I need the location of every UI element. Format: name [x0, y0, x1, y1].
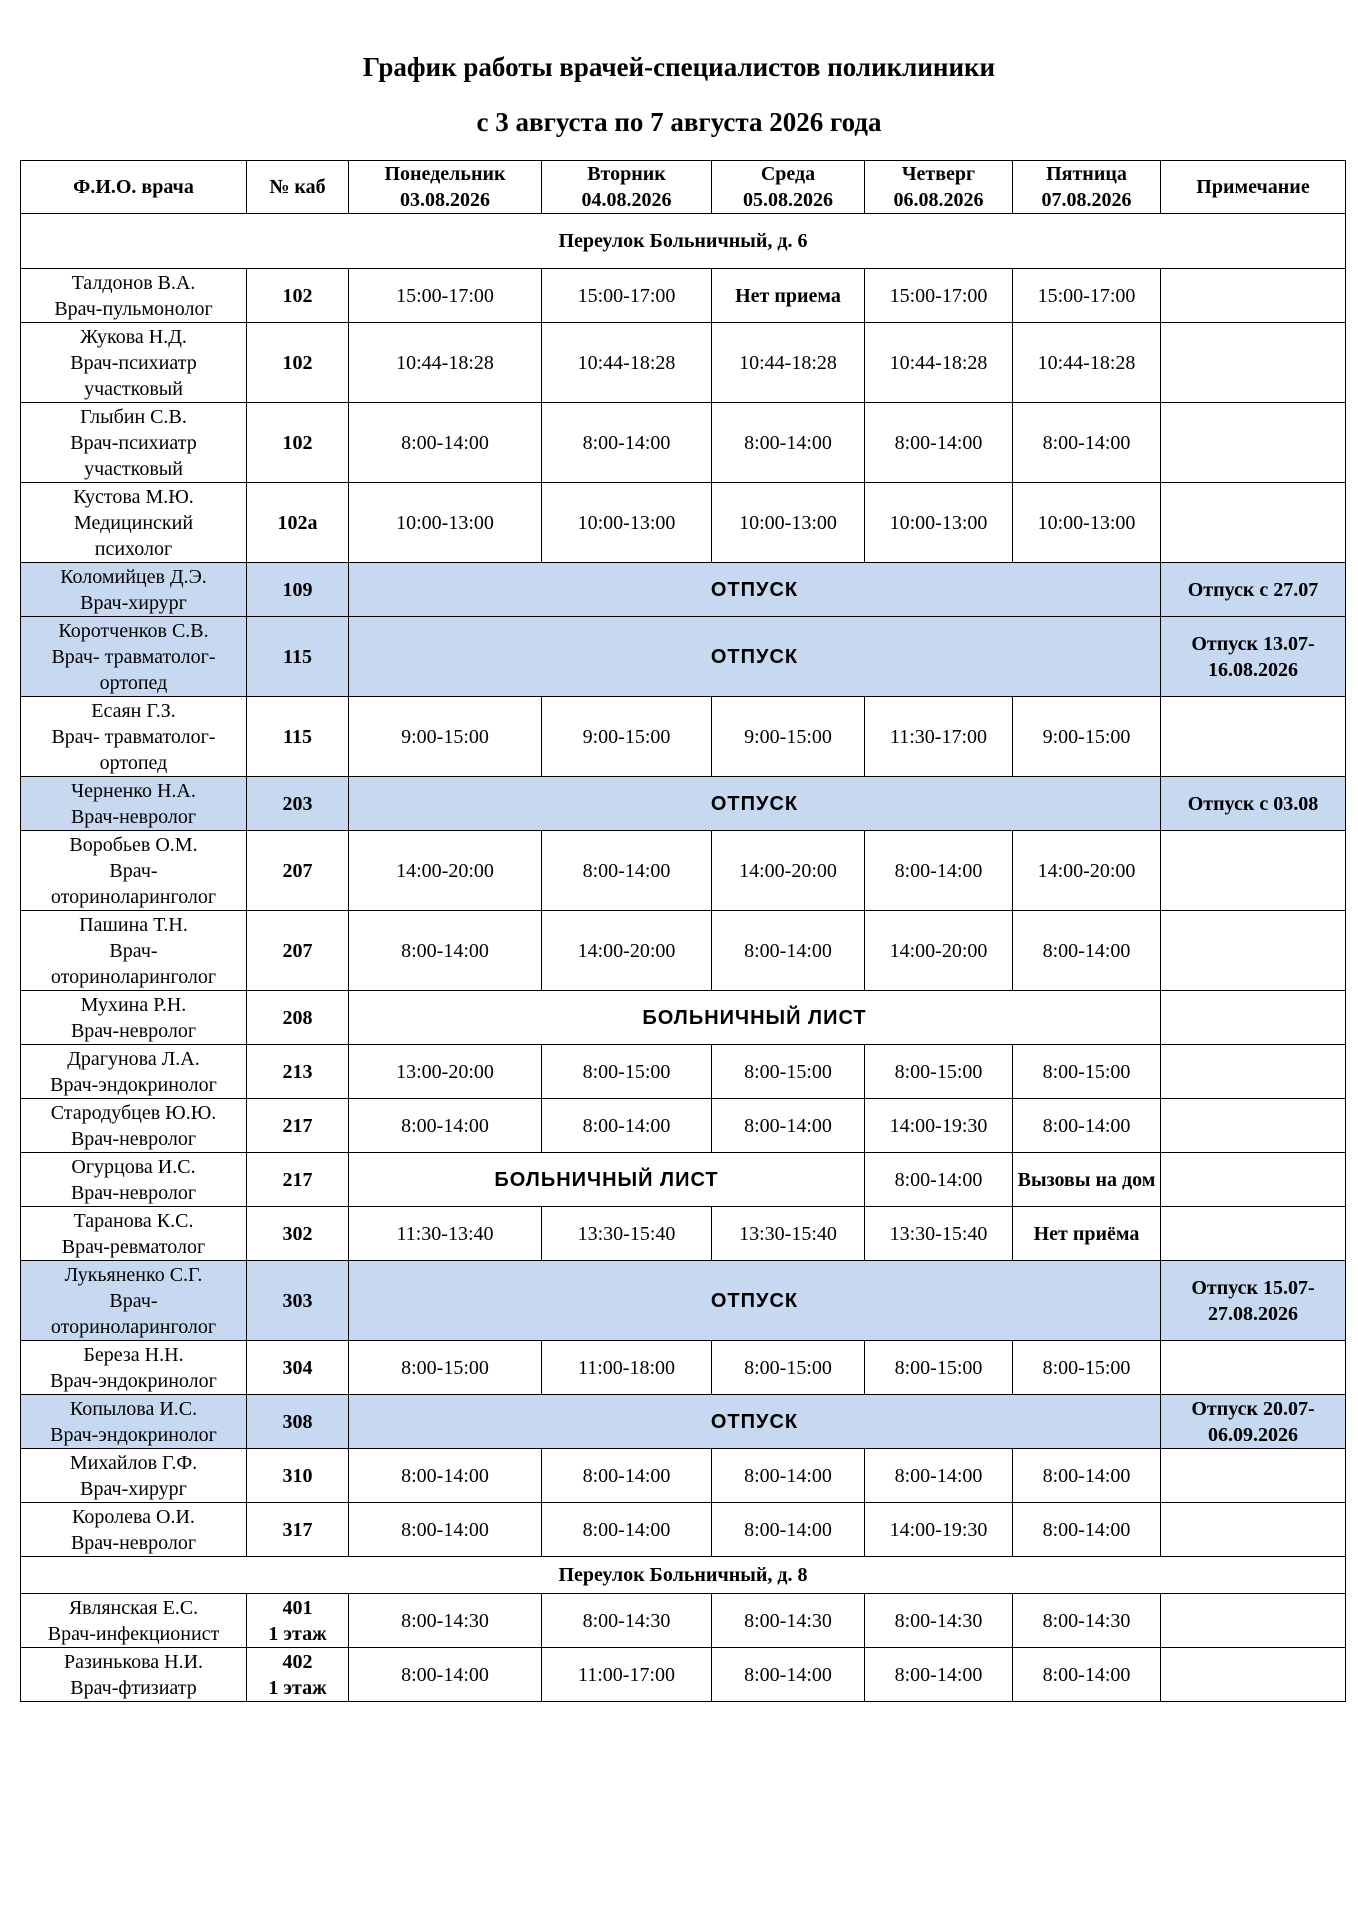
schedule-cell: 8:00-14:00 — [542, 831, 712, 911]
cabinet-number: 401 1 этаж — [247, 1594, 349, 1648]
schedule-cell: 8:00-14:00 — [1013, 1503, 1161, 1557]
doctor-name: Стародубцев Ю.Ю. Врач-невролог — [21, 1099, 247, 1153]
schedule-cell: 8:00-14:00 — [1013, 911, 1161, 991]
section-row — [21, 1557, 1346, 1594]
cabinet-number: 303 — [247, 1261, 349, 1341]
table-row — [21, 1449, 1346, 1503]
cabinet-number: 115 — [247, 697, 349, 777]
table-row — [21, 269, 1346, 323]
document-title: График работы врачей-специалистов поликлиники — [362, 52, 996, 82]
schedule-cell: 8:00-14:30 — [712, 1594, 865, 1648]
table-row — [21, 1207, 1346, 1261]
schedule-cell: 8:00-15:00 — [712, 1341, 865, 1395]
status-span: ОТПУСК — [349, 1395, 1161, 1449]
schedule-cell: 13:00-20:00 — [349, 1045, 542, 1099]
header-day: Пятница 07.08.2026 — [1013, 161, 1161, 214]
header-name: Ф.И.О. врача — [21, 161, 247, 214]
note-cell: Отпуск с 03.08 — [1161, 777, 1346, 831]
table-row — [21, 1261, 1346, 1341]
section-title: Переулок Больничный, д. 8 — [21, 1557, 1346, 1594]
schedule-cell: 8:00-14:00 — [542, 403, 712, 483]
schedule-cell: 15:00-17:00 — [1013, 269, 1161, 323]
doctor-name: Кустова М.Ю. Медицинский психолог — [21, 483, 247, 563]
note-cell — [1161, 1594, 1346, 1648]
section-title: Переулок Больничный, д. 6 — [21, 214, 1346, 269]
schedule-cell: 8:00-14:00 — [542, 1449, 712, 1503]
doctor-name: Пашина Т.Н. Врач- оториноларинголог — [21, 911, 247, 991]
doctor-name: Глыбин С.В. Врач-психиатр участковый — [21, 403, 247, 483]
schedule-cell: 8:00-14:30 — [349, 1594, 542, 1648]
note-cell: Отпуск 13.07-16.08.2026 — [1161, 617, 1346, 697]
table-row — [21, 1153, 1346, 1207]
cabinet-number: 109 — [247, 563, 349, 617]
schedule-cell: 9:00-15:00 — [712, 697, 865, 777]
note-cell — [1161, 1648, 1346, 1702]
schedule-cell: 13:30-15:40 — [542, 1207, 712, 1261]
note-cell — [1161, 1503, 1346, 1557]
section-row — [21, 214, 1346, 269]
schedule-cell: 8:00-14:00 — [542, 1503, 712, 1557]
note-cell — [1161, 323, 1346, 403]
schedule-cell: 8:00-14:00 — [712, 1449, 865, 1503]
schedule-table — [20, 160, 1346, 1702]
note-cell: Отпуск 20.07-06.09.2026 — [1161, 1395, 1346, 1449]
schedule-cell: 10:44-18:28 — [865, 323, 1013, 403]
cabinet-number: 102 — [247, 269, 349, 323]
header-day: Среда 05.08.2026 — [712, 161, 865, 214]
schedule-cell: 10:44-18:28 — [542, 323, 712, 403]
note-cell — [1161, 1207, 1346, 1261]
cabinet-number: 102а — [247, 483, 349, 563]
schedule-cell: 11:00-17:00 — [542, 1648, 712, 1702]
note-cell — [1161, 991, 1346, 1045]
schedule-cell: 8:00-14:00 — [349, 1503, 542, 1557]
cabinet-number: 304 — [247, 1341, 349, 1395]
schedule-cell: 9:00-15:00 — [542, 697, 712, 777]
doctor-name: Черненко Н.А. Врач-невролог — [21, 777, 247, 831]
cabinet-number: 213 — [247, 1045, 349, 1099]
schedule-cell: 8:00-14:00 — [349, 1099, 542, 1153]
cabinet-number: 102 — [247, 323, 349, 403]
schedule-cell: 8:00-15:00 — [542, 1045, 712, 1099]
schedule-cell: 15:00-17:00 — [542, 269, 712, 323]
table-row — [21, 1648, 1346, 1702]
doctor-name: Огурцова И.С. Врач-невролог — [21, 1153, 247, 1207]
doctor-name: Разинькова Н.И. Врач-фтизиатр — [21, 1648, 247, 1702]
schedule-cell: 10:44-18:28 — [349, 323, 542, 403]
doctor-name: Есаян Г.З. Врач- травматолог- ортопед — [21, 697, 247, 777]
doctor-name: Жукова Н.Д. Врач-психиатр участковый — [21, 323, 247, 403]
schedule-cell: 8:00-14:30 — [542, 1594, 712, 1648]
schedule-cell: 8:00-14:00 — [865, 831, 1013, 911]
status-span: ОТПУСК — [349, 617, 1161, 697]
table-row — [21, 777, 1346, 831]
note-cell — [1161, 831, 1346, 911]
schedule-cell: 13:30-15:40 — [865, 1207, 1013, 1261]
cabinet-number: 203 — [247, 777, 349, 831]
schedule-cell: 8:00-14:00 — [349, 1449, 542, 1503]
schedule-cell: 14:00-20:00 — [712, 831, 865, 911]
schedule-cell: 8:00-14:00 — [865, 1449, 1013, 1503]
schedule-cell: 8:00-15:00 — [1013, 1045, 1161, 1099]
table-row — [21, 323, 1346, 403]
header-day: Четверг 06.08.2026 — [865, 161, 1013, 214]
note-cell: Отпуск с 27.07 — [1161, 563, 1346, 617]
note-cell — [1161, 1153, 1346, 1207]
note-cell — [1161, 1045, 1346, 1099]
note-cell — [1161, 483, 1346, 563]
table-row — [21, 911, 1346, 991]
cabinet-number: 102 — [247, 403, 349, 483]
schedule-cell: 9:00-15:00 — [1013, 697, 1161, 777]
header-note: Примечание — [1161, 161, 1346, 214]
cabinet-number: 217 — [247, 1099, 349, 1153]
doctor-name: Талдонов В.А. Врач-пульмонолог — [21, 269, 247, 323]
doctor-name: Михайлов Г.Ф. Врач-хирург — [21, 1449, 247, 1503]
header-cab: № каб — [247, 161, 349, 214]
schedule-cell: 10:44-18:28 — [1013, 323, 1161, 403]
table-row — [21, 991, 1346, 1045]
doctor-name: Драгунова Л.А. Врач-эндокринолог — [21, 1045, 247, 1099]
note-cell — [1161, 697, 1346, 777]
doctor-name: Коротченков С.В. Врач- травматолог- ортопед — [21, 617, 247, 697]
doctor-name: Воробьев О.М. Врач- оториноларинголог — [21, 831, 247, 911]
schedule-cell: 8:00-14:00 — [1013, 1449, 1161, 1503]
status-span: БОЛЬНИЧНЫЙ ЛИСТ — [349, 1153, 865, 1207]
schedule-cell: 13:30-15:40 — [712, 1207, 865, 1261]
schedule-cell: 11:30-13:40 — [349, 1207, 542, 1261]
header-row — [21, 161, 1346, 214]
status-span: БОЛЬНИЧНЫЙ ЛИСТ — [349, 991, 1161, 1045]
doctor-name: Коломийцев Д.Э. Врач-хирург — [21, 563, 247, 617]
cabinet-number: 115 — [247, 617, 349, 697]
schedule-cell: 14:00-20:00 — [349, 831, 542, 911]
schedule-cell: 10:00-13:00 — [349, 483, 542, 563]
schedule-cell: 8:00-15:00 — [349, 1341, 542, 1395]
status-span: ОТПУСК — [349, 563, 1161, 617]
schedule-cell: 8:00-14:00 — [865, 1648, 1013, 1702]
table-row — [21, 617, 1346, 697]
schedule-cell: 8:00-14:00 — [349, 403, 542, 483]
note-cell — [1161, 269, 1346, 323]
cabinet-number: 217 — [247, 1153, 349, 1207]
schedule-cell: 8:00-14:00 — [349, 1648, 542, 1702]
doctor-name: Береза Н.Н. Врач-эндокринолог — [21, 1341, 247, 1395]
header-day: Вторник 04.08.2026 — [542, 161, 712, 214]
schedule-cell: 8:00-14:00 — [712, 1648, 865, 1702]
cabinet-number: 302 — [247, 1207, 349, 1261]
schedule-cell: 8:00-14:00 — [1013, 1648, 1161, 1702]
doctor-name: Мухина Р.Н. Врач-невролог — [21, 991, 247, 1045]
schedule-cell: 8:00-14:00 — [865, 1153, 1013, 1207]
note-cell — [1161, 1449, 1346, 1503]
schedule-cell: 14:00-20:00 — [865, 911, 1013, 991]
table-row — [21, 1395, 1346, 1449]
schedule-cell: 8:00-14:00 — [349, 911, 542, 991]
schedule-cell: 8:00-15:00 — [712, 1045, 865, 1099]
table-row — [21, 831, 1346, 911]
note-cell — [1161, 1099, 1346, 1153]
schedule-cell: 8:00-14:00 — [1013, 403, 1161, 483]
schedule-cell: 8:00-14:00 — [712, 403, 865, 483]
schedule-cell: 8:00-14:00 — [712, 1099, 865, 1153]
schedule-cell: 8:00-14:30 — [865, 1594, 1013, 1648]
schedule-cell: 15:00-17:00 — [865, 269, 1013, 323]
doctor-name: Королева О.И. Врач-невролог — [21, 1503, 247, 1557]
cabinet-number: 317 — [247, 1503, 349, 1557]
schedule-cell: 14:00-20:00 — [542, 911, 712, 991]
schedule-cell: 9:00-15:00 — [349, 697, 542, 777]
cabinet-number: 207 — [247, 911, 349, 991]
schedule-cell: 11:00-18:00 — [542, 1341, 712, 1395]
status-span: ОТПУСК — [349, 777, 1161, 831]
schedule-cell: 10:00-13:00 — [865, 483, 1013, 563]
schedule-cell: Нет приёма — [1013, 1207, 1161, 1261]
doctor-name: Лукьяненко С.Г. Врач- оториноларинголог — [21, 1261, 247, 1341]
table-row — [21, 1503, 1346, 1557]
document-subtitle: с 3 августа по 7 августа 2026 года — [476, 107, 882, 137]
table-row — [21, 403, 1346, 483]
schedule-cell: 8:00-14:00 — [712, 911, 865, 991]
cabinet-number: 402 1 этаж — [247, 1648, 349, 1702]
schedule-cell: 8:00-15:00 — [865, 1341, 1013, 1395]
schedule-cell: 14:00-19:30 — [865, 1503, 1013, 1557]
table-row — [21, 1341, 1346, 1395]
doctor-name: Копылова И.С. Врач-эндокринолог — [21, 1395, 247, 1449]
schedule-cell: 8:00-14:00 — [865, 403, 1013, 483]
schedule-cell: 10:44-18:28 — [712, 323, 865, 403]
status-span: ОТПУСК — [349, 1261, 1161, 1341]
cabinet-number: 308 — [247, 1395, 349, 1449]
note-cell: Отпуск 15.07-27.08.2026 — [1161, 1261, 1346, 1341]
schedule-cell: 8:00-14:00 — [712, 1503, 865, 1557]
schedule-cell: 10:00-13:00 — [712, 483, 865, 563]
schedule-cell: 10:00-13:00 — [1013, 483, 1161, 563]
table-row — [21, 1099, 1346, 1153]
schedule-cell: 8:00-14:00 — [542, 1099, 712, 1153]
doctor-name: Являнская Е.С. Врач-инфекционист — [21, 1594, 247, 1648]
schedule-cell: 8:00-15:00 — [1013, 1341, 1161, 1395]
note-cell — [1161, 1341, 1346, 1395]
table-row — [21, 483, 1346, 563]
cabinet-number: 310 — [247, 1449, 349, 1503]
table-row — [21, 1594, 1346, 1648]
table-row — [21, 697, 1346, 777]
cabinet-number: 207 — [247, 831, 349, 911]
doctor-name: Таранова К.С. Врач-ревматолог — [21, 1207, 247, 1261]
schedule-cell: 10:00-13:00 — [542, 483, 712, 563]
table-row — [21, 563, 1346, 617]
schedule-cell: 15:00-17:00 — [349, 269, 542, 323]
schedule-cell: Нет приема — [712, 269, 865, 323]
table-row — [21, 1045, 1346, 1099]
schedule-cell: 14:00-19:30 — [865, 1099, 1013, 1153]
schedule-cell: Вызовы на дом — [1013, 1153, 1161, 1207]
schedule-cell: 14:00-20:00 — [1013, 831, 1161, 911]
note-cell — [1161, 403, 1346, 483]
schedule-cell: 8:00-14:30 — [1013, 1594, 1161, 1648]
schedule-cell: 11:30-17:00 — [865, 697, 1013, 777]
note-cell — [1161, 911, 1346, 991]
cabinet-number: 208 — [247, 991, 349, 1045]
header-day: Понедельник 03.08.2026 — [349, 161, 542, 214]
schedule-cell: 8:00-14:00 — [1013, 1099, 1161, 1153]
schedule-cell: 8:00-15:00 — [865, 1045, 1013, 1099]
